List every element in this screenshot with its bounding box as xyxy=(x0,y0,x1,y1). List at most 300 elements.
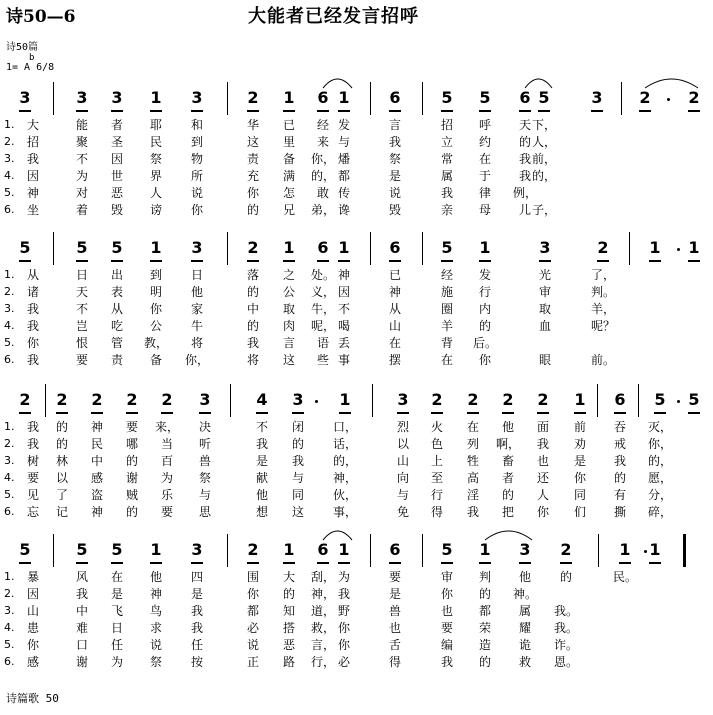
lyric-syllable: 的 xyxy=(518,135,532,149)
lyric-syllable: 能 xyxy=(75,118,89,132)
lyric-syllable: 劝 xyxy=(573,437,587,451)
verse-number: 5. xyxy=(4,488,15,501)
lyric-line xyxy=(0,285,713,299)
lyric-syllable: 野 xyxy=(337,604,351,618)
note-underline xyxy=(338,110,350,112)
lyric-line xyxy=(0,420,713,434)
verse-number: 3. xyxy=(4,454,15,467)
note: 2 xyxy=(560,540,572,559)
note: 1 xyxy=(150,238,162,257)
lyric-syllable: 内 xyxy=(478,302,492,316)
lyric-syllable: 他 xyxy=(255,488,269,502)
lyric-syllable: 说 xyxy=(190,186,204,200)
note-underline xyxy=(560,562,572,564)
lyric-syllable: 神 xyxy=(26,186,40,200)
lyric-syllable: 从 xyxy=(26,268,40,282)
lyric-syllable: 我 xyxy=(291,454,305,468)
lyric-syllable: 神 xyxy=(388,285,402,299)
verse-number: 5. xyxy=(4,186,15,199)
lyric-syllable: 闭 xyxy=(291,420,305,434)
lyric-syllable: 诡 xyxy=(518,638,532,652)
note-underline xyxy=(389,260,401,262)
lyric-syllable: 我。 xyxy=(553,621,579,635)
lyric-syllable: 燔 xyxy=(337,152,351,166)
lyric-syllable: 鸟 xyxy=(149,604,163,618)
lyric-syllable: 在 xyxy=(466,420,480,434)
augmentation-dot xyxy=(677,248,680,251)
lyric-syllable: 日 xyxy=(190,268,204,282)
note: 2 xyxy=(91,390,103,409)
lyric-syllable: 是 xyxy=(388,169,402,183)
lyric-syllable: 碎， xyxy=(647,505,673,519)
verse-number: 4. xyxy=(4,319,15,332)
note: 6 xyxy=(389,88,401,107)
verse-number: 1. xyxy=(4,570,15,583)
lyric-syllable: 神， xyxy=(310,587,336,601)
note-underline xyxy=(537,412,549,414)
lyric-syllable: 患 xyxy=(26,621,40,635)
lyric-syllable: 后。 xyxy=(472,336,498,350)
bar-line xyxy=(370,82,371,115)
note-underline xyxy=(597,260,609,262)
verse-number: 5. xyxy=(4,638,15,651)
lyric-syllable: 光 xyxy=(538,268,552,282)
bar-line xyxy=(683,534,686,567)
lyric-syllable: 所 xyxy=(190,169,204,183)
lyric-syllable: 要 xyxy=(160,505,174,519)
lyric-syllable: 暴 xyxy=(26,570,40,584)
lyric-syllable: 在 xyxy=(388,336,402,350)
bar-line xyxy=(227,82,228,115)
lyric-syllable: 岂 xyxy=(75,319,89,333)
note: 3 xyxy=(191,238,203,257)
lyric-syllable: 要 xyxy=(75,353,89,367)
note-underline xyxy=(247,260,259,262)
note: 3 xyxy=(292,390,304,409)
lyric-syllable: 我 xyxy=(518,169,532,183)
verse-number: 1. xyxy=(4,268,15,281)
lyric-syllable: 忘 xyxy=(26,505,40,519)
lyric-syllable: 从 xyxy=(388,302,402,316)
verse-number: 1. xyxy=(4,420,15,433)
note: 3 xyxy=(111,88,123,107)
lyric-syllable: 来 xyxy=(316,135,330,149)
lyric-syllable: 事， xyxy=(332,505,358,519)
lyric-syllable: 牛 xyxy=(190,319,204,333)
lyric-syllable: 前 xyxy=(573,420,587,434)
slur-arc xyxy=(323,76,352,90)
lyric-syllable: 口， xyxy=(332,420,358,434)
lyric-syllable: 耀 xyxy=(518,621,532,635)
note-underline xyxy=(441,260,453,262)
note: 1 xyxy=(338,88,350,107)
lyric-syllable: 救， xyxy=(310,621,336,635)
lyric-syllable: 到 xyxy=(149,268,163,282)
lyric-syllable: 的 xyxy=(478,319,492,333)
lyric-syllable: 高 xyxy=(466,471,480,485)
lyric-syllable: 飞 xyxy=(110,604,124,618)
lyric-syllable: 律 xyxy=(478,186,492,200)
lyric-line xyxy=(0,353,713,367)
lyric-syllable: 下， xyxy=(531,118,557,132)
lyric-syllable: 神， xyxy=(332,471,358,485)
lyric-syllable: 满 xyxy=(282,169,296,183)
slur-arc xyxy=(485,528,532,542)
verse-number: 3. xyxy=(4,302,15,315)
note: 5 xyxy=(76,238,88,257)
lyric-syllable: 敢 xyxy=(316,186,330,200)
lyric-syllable: 里 xyxy=(282,135,296,149)
verse-number: 4. xyxy=(4,471,15,484)
lyric-syllable: 灭， xyxy=(647,420,673,434)
lyric-syllable: 都 xyxy=(246,604,260,618)
lyric-syllable: 责 xyxy=(110,353,124,367)
lyric-syllable: 毁 xyxy=(110,203,124,217)
note: 5 xyxy=(19,540,31,559)
lyric-syllable: 搭 xyxy=(282,621,296,635)
note-underline xyxy=(339,412,351,414)
note-underline xyxy=(479,110,491,112)
lyric-syllable: 从 xyxy=(110,302,124,316)
note: 1 xyxy=(479,238,491,257)
lyric-syllable: 四 xyxy=(190,570,204,584)
lyric-syllable: 我 xyxy=(26,353,40,367)
lyric-syllable: 我 xyxy=(613,454,627,468)
lyric-syllable: 的 xyxy=(291,437,305,451)
lyric-syllable: 羊， xyxy=(590,302,616,316)
lyric-syllable: 我 xyxy=(26,319,40,333)
lyric-syllable: 知 xyxy=(282,604,296,618)
lyric-syllable: 你 xyxy=(337,621,351,635)
lyric-syllable: 神 xyxy=(149,587,163,601)
lyric-syllable: 任 xyxy=(110,638,124,652)
lyric-syllable: 林 xyxy=(55,454,69,468)
verse-number: 3. xyxy=(4,152,15,165)
lyric-syllable: 丢 xyxy=(337,336,351,350)
lyric-syllable: 你， xyxy=(310,152,336,166)
lyric-syllable: 吃 xyxy=(110,319,124,333)
lyric-syllable: 我 xyxy=(190,604,204,618)
lyric-syllable: 风 xyxy=(75,570,89,584)
lyric-syllable: 子， xyxy=(531,203,557,217)
lyric-syllable: 谤 xyxy=(149,203,163,217)
note-underline xyxy=(397,412,409,414)
lyric-syllable: 发 xyxy=(337,118,351,132)
note: 2 xyxy=(639,88,651,107)
lyric-syllable: 羊 xyxy=(440,319,454,333)
lyric-syllable: 呢， xyxy=(310,319,336,333)
lyric-syllable: 说 xyxy=(388,186,402,200)
lyric-syllable: 把 xyxy=(501,505,515,519)
lyric-syllable: 要 xyxy=(440,621,454,635)
lyric-syllable: 你 xyxy=(536,505,550,519)
page-title: 大能者已经发言招呼 xyxy=(248,6,419,27)
lyric-syllable: 表 xyxy=(110,285,124,299)
note-underline xyxy=(283,110,295,112)
note-underline xyxy=(441,562,453,564)
lyric-syllable: 我 xyxy=(26,152,40,166)
lyric-syllable: 色 xyxy=(430,437,444,451)
lyric-line xyxy=(0,268,713,282)
lyric-syllable: 牛， xyxy=(310,302,336,316)
lyric-syllable: 人， xyxy=(531,135,557,149)
lyric-syllable: 者 xyxy=(110,118,124,132)
note-underline xyxy=(389,562,401,564)
lyric-syllable: 要 xyxy=(388,570,402,584)
lyric-syllable: 你 xyxy=(26,638,40,652)
lyric-syllable: 属 xyxy=(440,169,454,183)
note: 5 xyxy=(76,540,88,559)
lyric-syllable: 弟， xyxy=(310,203,336,217)
lyric-line xyxy=(0,587,713,601)
lyric-syllable: 祭 xyxy=(198,471,212,485)
lyric-syllable: 说 xyxy=(149,638,163,652)
note: 3 xyxy=(19,88,31,107)
lyric-syllable: 造 xyxy=(478,638,492,652)
lyric-syllable: 求 xyxy=(149,621,163,635)
note: 1 xyxy=(150,88,162,107)
verse-number: 6. xyxy=(4,353,15,366)
lyric-syllable: 为 xyxy=(110,655,124,669)
lyric-syllable: 来， xyxy=(154,420,180,434)
augmentation-dot xyxy=(315,400,318,403)
lyric-syllable: 天 xyxy=(75,285,89,299)
lyric-line xyxy=(0,570,713,584)
lyric-syllable: 传 xyxy=(337,186,351,200)
note: 2 xyxy=(161,390,173,409)
lyric-syllable: 将 xyxy=(246,353,260,367)
lyric-syllable: 还 xyxy=(536,471,550,485)
verse-number: 2. xyxy=(4,285,15,298)
lyric-syllable: 坐 xyxy=(26,203,40,217)
note: 3 xyxy=(591,88,603,107)
lyric-syllable: 招 xyxy=(26,135,40,149)
lyric-syllable: 属 xyxy=(518,604,532,618)
note: 5 xyxy=(538,88,550,107)
lyric-syllable: 例， xyxy=(512,186,538,200)
lyric-syllable: 语 xyxy=(316,336,330,350)
note: 3 xyxy=(397,390,409,409)
note: 1 xyxy=(649,238,661,257)
lyric-syllable: 诸 xyxy=(26,285,40,299)
lyric-syllable: 言 xyxy=(388,118,402,132)
lyric-syllable: 必 xyxy=(337,655,351,669)
augmentation-dot xyxy=(677,400,680,403)
lyric-line xyxy=(0,505,713,519)
lyric-syllable: 百 xyxy=(160,454,174,468)
note: 5 xyxy=(654,390,666,409)
lyric-syllable: 判。 xyxy=(590,285,616,299)
lyric-syllable: 到 xyxy=(190,135,204,149)
verse-number: 4. xyxy=(4,169,15,182)
key-signature: 1= A 6/8 xyxy=(6,62,55,73)
lyric-syllable: 他 xyxy=(190,285,204,299)
note-underline xyxy=(688,412,700,414)
lyric-syllable: 与 xyxy=(337,135,351,149)
note: 6 xyxy=(519,88,531,107)
lyric-syllable: 面 xyxy=(536,420,550,434)
lyric-syllable: 呼 xyxy=(478,118,492,132)
lyric-syllable: 有 xyxy=(613,488,627,502)
lyric-syllable: 他 xyxy=(149,570,163,584)
lyric-syllable: 言， xyxy=(310,638,336,652)
note-underline xyxy=(150,110,162,112)
lyric-syllable: 是 xyxy=(110,587,124,601)
lyric-syllable: 他 xyxy=(501,420,515,434)
bar-line xyxy=(53,82,54,115)
lyric-syllable: 神 xyxy=(337,268,351,282)
lyric-syllable: 也 xyxy=(388,621,402,635)
lyric-line xyxy=(0,655,713,669)
lyric-syllable: 处。 xyxy=(310,268,336,282)
lyric-syllable: 立 xyxy=(440,135,454,149)
note: 1 xyxy=(574,390,586,409)
lyric-syllable: 围 xyxy=(246,570,260,584)
lyric-syllable: 呢？ xyxy=(590,319,616,333)
lyric-syllable: 我 xyxy=(26,437,40,451)
lyric-syllable: 我 xyxy=(26,420,40,434)
note: 4 xyxy=(256,390,268,409)
lyric-syllable: 分， xyxy=(647,488,673,502)
note-underline xyxy=(247,562,259,564)
lyric-syllable: 哪 xyxy=(125,437,139,451)
note: 2 xyxy=(467,390,479,409)
lyric-syllable: 上 xyxy=(430,454,444,468)
note: 1 xyxy=(619,540,631,559)
slur-arc xyxy=(645,76,698,90)
note-underline xyxy=(649,260,661,262)
lyric-line xyxy=(0,336,713,350)
note-underline xyxy=(76,562,88,564)
lyric-syllable: 了， xyxy=(590,268,616,282)
lyric-syllable: 取 xyxy=(282,302,296,316)
note-underline xyxy=(76,110,88,112)
note: 5 xyxy=(111,540,123,559)
lyric-line xyxy=(0,471,713,485)
lyric-syllable: 血 xyxy=(538,319,552,333)
note-underline xyxy=(111,110,123,112)
lyric-syllable: 都 xyxy=(337,169,351,183)
verse-number: 6. xyxy=(4,505,15,518)
lyric-syllable: 因 xyxy=(26,169,40,183)
note: 5 xyxy=(111,238,123,257)
lyric-syllable: 摆 xyxy=(388,353,402,367)
note-underline xyxy=(247,110,259,112)
verse-number: 6. xyxy=(4,655,15,668)
lyric-syllable: 大 xyxy=(282,570,296,584)
lyric-syllable: 审 xyxy=(538,285,552,299)
note-underline xyxy=(389,110,401,112)
lyric-syllable: 你 xyxy=(573,471,587,485)
note-underline xyxy=(539,260,551,262)
note: 5 xyxy=(19,238,31,257)
note: 6 xyxy=(614,390,626,409)
lyric-syllable: 这 xyxy=(246,135,260,149)
lyric-syllable: 背 xyxy=(440,336,454,350)
lyric-syllable: 我 xyxy=(388,135,402,149)
footer-label: 诗篇歌 50 xyxy=(6,692,59,705)
lyric-syllable: 眼 xyxy=(538,353,552,367)
lyric-syllable: 诈。 xyxy=(553,638,579,652)
verse-number: 4. xyxy=(4,621,15,634)
lyric-syllable: 得 xyxy=(430,505,444,519)
note: 1 xyxy=(688,238,700,257)
lyric-syllable: 神 xyxy=(90,420,104,434)
note-underline xyxy=(431,412,443,414)
lyric-syllable: 于 xyxy=(478,169,492,183)
lyric-syllable: 的， xyxy=(647,454,673,468)
lyric-syllable: 将 xyxy=(190,336,204,350)
lyric-syllable: 正 xyxy=(246,655,260,669)
lyric-syllable: 事 xyxy=(337,353,351,367)
lyric-syllable: 烈 xyxy=(396,420,410,434)
lyric-syllable: 我 xyxy=(536,437,550,451)
note-underline xyxy=(126,412,138,414)
note-underline xyxy=(19,110,31,112)
note-underline xyxy=(317,110,329,112)
lyric-syllable: 着 xyxy=(75,203,89,217)
lyric-syllable: 明 xyxy=(149,285,163,299)
lyric-syllable: 山 xyxy=(26,604,40,618)
lyric-syllable: 责 xyxy=(246,152,260,166)
lyric-syllable: 判 xyxy=(478,570,492,584)
lyric-syllable: 是 xyxy=(190,587,204,601)
lyric-syllable: 些 xyxy=(316,353,330,367)
lyric-syllable: 献 xyxy=(255,471,269,485)
lyric-syllable: 招 xyxy=(440,118,454,132)
lyric-syllable: 口 xyxy=(75,638,89,652)
lyric-syllable: 的 xyxy=(125,454,139,468)
lyric-syllable: 山 xyxy=(388,319,402,333)
note-underline xyxy=(150,562,162,564)
lyric-syllable: 戒 xyxy=(613,437,627,451)
lyric-syllable: 与 xyxy=(291,471,305,485)
lyric-syllable: 向 xyxy=(396,471,410,485)
lyric-syllable: 毁 xyxy=(388,203,402,217)
lyric-syllable: 教， xyxy=(143,336,169,350)
psalm-label: 诗50篇 xyxy=(6,42,39,53)
lyric-syllable: 之 xyxy=(282,268,296,282)
bar-line xyxy=(370,232,371,265)
lyric-syllable: 公 xyxy=(149,319,163,333)
note: 6 xyxy=(317,238,329,257)
lyric-syllable: 恩。 xyxy=(553,655,579,669)
lyric-syllable: 为 xyxy=(337,570,351,584)
lyric-syllable: 民 xyxy=(90,437,104,451)
lyric-syllable: 母 xyxy=(478,203,492,217)
lyric-syllable: 的 xyxy=(282,587,296,601)
lyric-syllable: 圈 xyxy=(440,302,454,316)
note-underline xyxy=(191,562,203,564)
note-underline xyxy=(19,412,31,414)
note-underline xyxy=(111,260,123,262)
lyric-syllable: 祭 xyxy=(149,152,163,166)
lyric-syllable: 的 xyxy=(55,420,69,434)
bar-line xyxy=(53,534,54,567)
bar-line xyxy=(422,82,423,115)
lyric-syllable: 荣 xyxy=(478,621,492,635)
note-underline xyxy=(467,412,479,414)
lyric-syllable: 聚 xyxy=(75,135,89,149)
lyric-syllable: 吞 xyxy=(613,420,627,434)
note-underline xyxy=(519,110,531,112)
note: 1 xyxy=(283,540,295,559)
verse-number: 5. xyxy=(4,336,15,349)
lyric-syllable: 人 xyxy=(536,488,550,502)
lyric-syllable: 愿， xyxy=(647,471,673,485)
note: 3 xyxy=(191,540,203,559)
note: 2 xyxy=(597,238,609,257)
